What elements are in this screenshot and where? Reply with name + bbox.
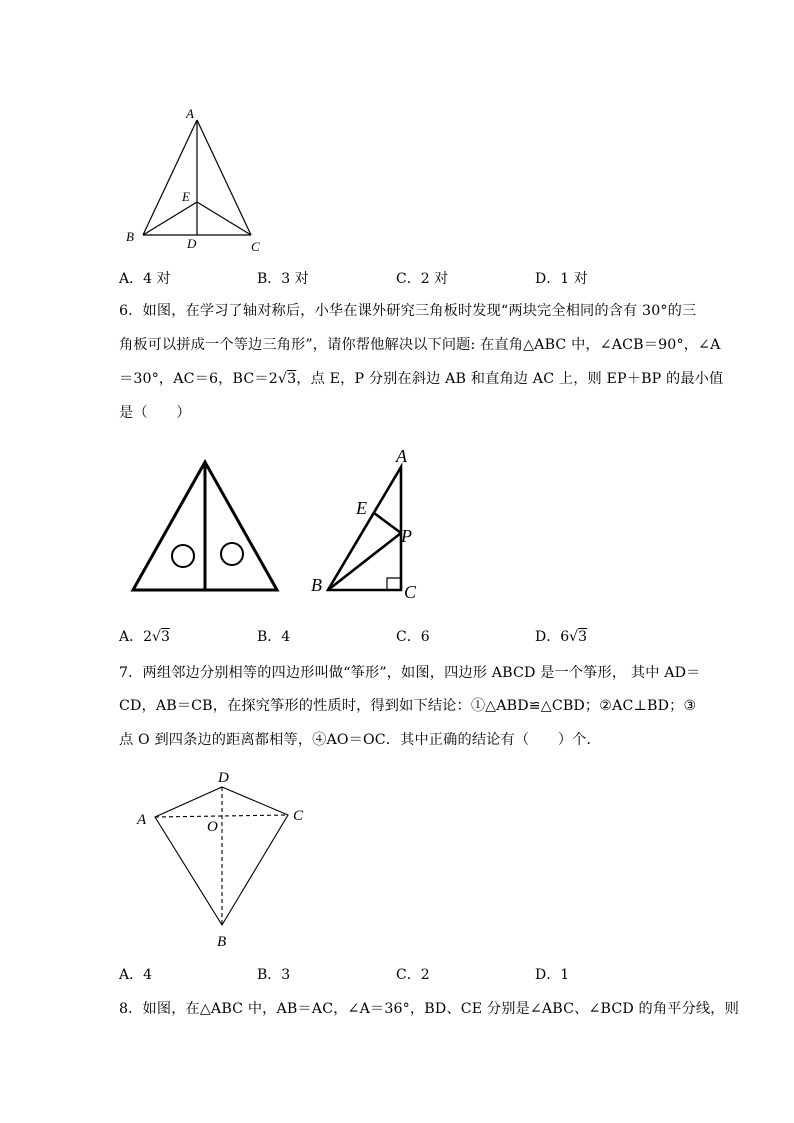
q7-option-b: B．3	[257, 967, 291, 983]
q5-option-c: C．2 对	[396, 271, 449, 287]
q6-text-line2: 角板可以拼成一个等边三角形”，请你帮他解决以下问题: 在直角△ABC 中，∠ACB＝90°，∠A	[119, 337, 721, 353]
q7-label-B: B	[217, 934, 227, 950]
q7-text-line3: 点 O 到四条边的距离都相等，④AO＝OC．其中正确的结论有（ ）个．	[119, 732, 601, 748]
q7-text-line2: CD，AB＝CB，在探究筝形的性质时，得到如下结论：①△ABD≌△CBD；②AC⊥BD；③	[119, 698, 697, 714]
q6-option-d: D．6√3	[535, 629, 587, 645]
q6-text-line1: 6．如图，在学习了轴对称后，小华在课外研究三角板时发现“两块完全相同的含有 30°的三	[119, 303, 697, 319]
q7-label-C: C	[293, 808, 304, 824]
q5-option-d: D．1 对	[535, 271, 588, 287]
q6-text-line4: 是（ ）	[119, 405, 191, 421]
q8-text-line1: 8．如图，在△ABC 中，AB＝AC，∠A＝36°，BD、CE 分别是∠ABC、∠BCD 的角平分线，则	[119, 1001, 739, 1017]
q7-label-D: D	[218, 770, 229, 786]
q6-text-line3: ＝30°，AC＝6，BC＝2√3，点 E，P 分别在斜边 AB 和直角边 AC 上，则 EP＋BP 的最小值	[119, 371, 724, 387]
q5-label-A: A	[186, 106, 194, 121]
q6-label-B: B	[311, 575, 322, 595]
q6-label-E: E	[356, 498, 367, 518]
q7-label-O: O	[207, 819, 218, 835]
q5-label-B: B	[126, 229, 134, 244]
q6-option-b: B．4	[257, 629, 291, 645]
q7-label-A: A	[137, 812, 147, 828]
q7-option-c: C．2	[396, 967, 430, 983]
q5-option-b: B．3 对	[257, 271, 309, 287]
q7-option-a: A．4	[119, 967, 153, 983]
q5-label-E: E	[182, 189, 190, 204]
q6-option-c: C．6	[396, 629, 430, 645]
sqrt-symbol: √	[277, 371, 288, 387]
q5-label-C: C	[251, 239, 260, 254]
q5-label-D: D	[187, 236, 197, 251]
q6-label-P: P	[401, 526, 412, 546]
q6-label-A: A	[396, 446, 407, 466]
q6-label-C: C	[404, 582, 417, 602]
q5-option-a: A．4 对	[119, 271, 171, 287]
q6-option-a: A．2√3	[119, 629, 170, 645]
q7-text-line1: 7．两组邻边分别相等的四边形叫做“筝形”，如图，四边形 ABCD 是一个筝形， 其中 AD＝	[119, 665, 701, 681]
q7-option-d: D．1	[535, 967, 570, 983]
